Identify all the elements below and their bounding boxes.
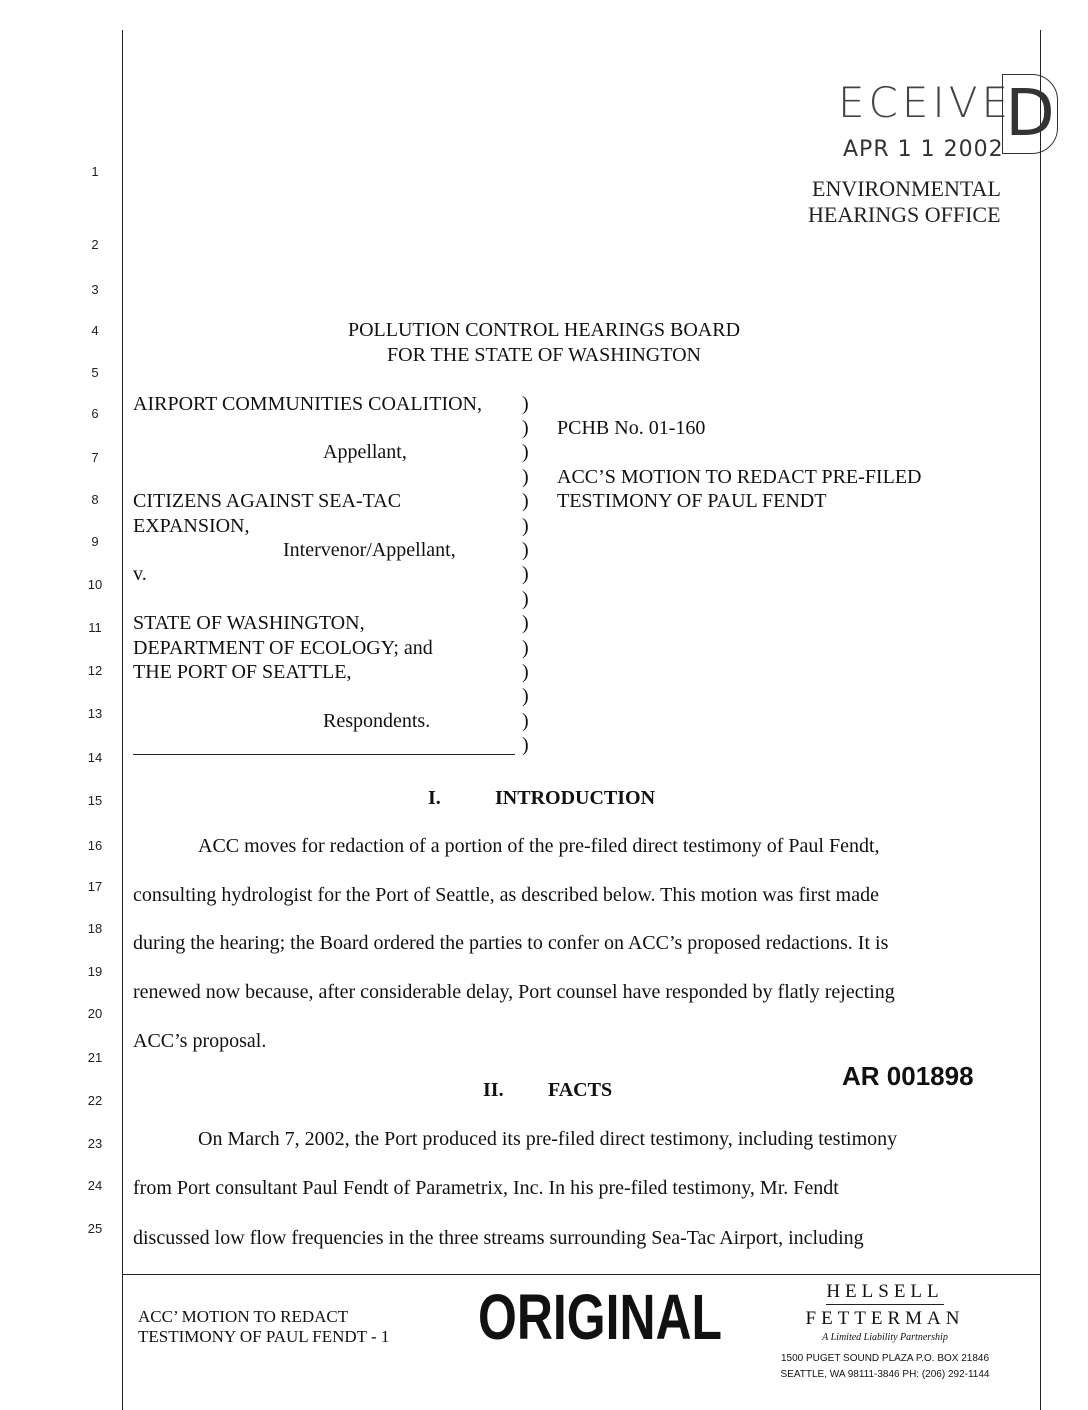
line-number: 8 [91, 492, 99, 507]
caption-paren: ) [522, 441, 529, 463]
footer-rule [122, 1274, 1040, 1275]
stamp-office-line1: ENVIRONMENTAL [812, 176, 1001, 201]
stamp-office-line2: HEARINGS OFFICE [808, 202, 1001, 227]
section2-number: II. [483, 1079, 504, 1101]
line-number: 14 [87, 750, 103, 765]
line-number: 19 [87, 964, 103, 979]
ar-bates-number: AR 001898 [842, 1061, 974, 1091]
caption-paren: ) [522, 563, 529, 585]
caption-paren: ) [522, 417, 529, 439]
respondent-line3: THE PORT OF SEATTLE, [133, 661, 352, 683]
left-margin-rule [122, 30, 123, 1410]
line-number: 25 [87, 1221, 103, 1236]
footer-title-line2: TESTIMONY OF PAUL FENDT - 1 [138, 1327, 390, 1346]
line-number: 21 [87, 1050, 103, 1065]
line-number: 15 [87, 793, 103, 808]
case-number: PCHB No. 01-160 [557, 417, 706, 439]
line-number: 22 [87, 1093, 103, 1108]
caption-paren: ) [522, 637, 529, 659]
caption-paren: ) [522, 539, 529, 561]
intro-line: renewed now because, after considerable delay, Port counsel have responded by flatly rejecting [133, 981, 895, 1003]
facts-line: On March 7, 2002, the Port produced its pre-filed direct testimony, including testimony [198, 1128, 898, 1150]
intro-line: ACC moves for redaction of a portion of the pre-filed direct testimony of Paul Fendt, [198, 835, 880, 857]
board-title-line2: FOR THE STATE OF WASHINGTON [387, 344, 701, 366]
line-number: 2 [91, 237, 99, 252]
line-number: 16 [87, 838, 103, 853]
section1-title: INTRODUCTION [495, 787, 656, 809]
caption-paren: ) [522, 515, 529, 537]
facts-line: from Port consultant Paul Fendt of Parametrix, Inc. In his pre-filed testimony, Mr. Fendt [133, 1177, 839, 1199]
facts-line: discussed low flow frequencies in the three streams surrounding Sea-Tac Airport, including [133, 1227, 864, 1249]
firm-rule [826, 1304, 944, 1305]
caption-underline [133, 754, 515, 755]
line-number: 1 [91, 164, 99, 179]
line-number: 18 [87, 921, 103, 936]
line-number: 11 [88, 620, 102, 635]
line-number: 6 [91, 406, 99, 421]
motion-title-line1: ACC’S MOTION TO REDACT PRE-FILED [557, 466, 922, 488]
respondent-line1: STATE OF WASHINGTON, [133, 612, 365, 634]
line-number: 12 [87, 663, 103, 678]
party-appellant-role: Appellant, [323, 441, 407, 463]
line-number: 10 [87, 577, 103, 592]
caption-paren: ) [522, 661, 529, 683]
caption-paren: ) [522, 685, 529, 707]
intro-line: consulting hydrologist for the Port of Seattle, as described below. This motion was first made [133, 884, 879, 906]
right-margin-rule [1040, 30, 1041, 1410]
received-stamp: ECEIVE [838, 78, 1013, 127]
caption-paren: ) [522, 710, 529, 732]
respondent-line2: DEPARTMENT OF ECOLOGY; and [133, 637, 433, 659]
caption-paren: ) [522, 588, 529, 610]
party-intervenor-line2: EXPANSION, [133, 515, 250, 537]
original-stamp: ORIGINAL [478, 1281, 723, 1353]
line-number: 5 [91, 365, 99, 380]
party-intervenor-line1: CITIZENS AGAINST SEA-TAC [133, 490, 402, 512]
line-number: 20 [87, 1006, 103, 1021]
footer-title-line1: ACC’ MOTION TO REDACT [138, 1307, 349, 1326]
line-number: 23 [87, 1136, 103, 1151]
section2-title: FACTS [548, 1079, 613, 1101]
line-number: 4 [91, 323, 99, 338]
line-number: 17 [87, 879, 103, 894]
caption-paren: ) [522, 490, 529, 512]
line-number: 7 [91, 450, 99, 465]
party-appellant: AIRPORT COMMUNITIES COALITION, [133, 393, 482, 415]
received-stamp-d: D [1002, 74, 1058, 154]
caption-paren: ) [522, 466, 529, 488]
respondent-role: Respondents. [323, 710, 431, 732]
board-title-line1: POLLUTION CONTROL HEARINGS BOARD [347, 319, 741, 341]
firm-address-line1: 1500 PUGET SOUND PLAZA P.O. BOX 21846 [780, 1353, 990, 1364]
section1-number: I. [428, 787, 441, 809]
line-number: 24 [87, 1178, 103, 1193]
caption-paren: ) [522, 612, 529, 634]
line-number: 13 [87, 706, 103, 721]
line-number: 3 [91, 282, 99, 297]
line-number: 9 [91, 534, 99, 549]
caption-paren: ) [522, 393, 529, 415]
firm-type: A Limited Liability Partnership [822, 1332, 948, 1343]
firm-name-line1: HELSELL [826, 1281, 944, 1302]
stamp-date: APR 1 1 2002 [843, 137, 1004, 162]
intro-line: ACC’s proposal. [133, 1030, 267, 1052]
firm-name-line2: FETTERMAN [805, 1308, 965, 1329]
versus: v. [133, 563, 147, 585]
caption-paren: ) [522, 734, 529, 756]
motion-title-line2: TESTIMONY OF PAUL FENDT [557, 490, 827, 512]
intro-line: during the hearing; the Board ordered the parties to confer on ACC’s proposed redactions. It is [133, 932, 889, 954]
firm-address-line2: SEATTLE, WA 98111-3846 PH: (206) 292-1144 [780, 1369, 990, 1380]
party-intervenor-role: Intervenor/Appellant, [283, 539, 456, 561]
